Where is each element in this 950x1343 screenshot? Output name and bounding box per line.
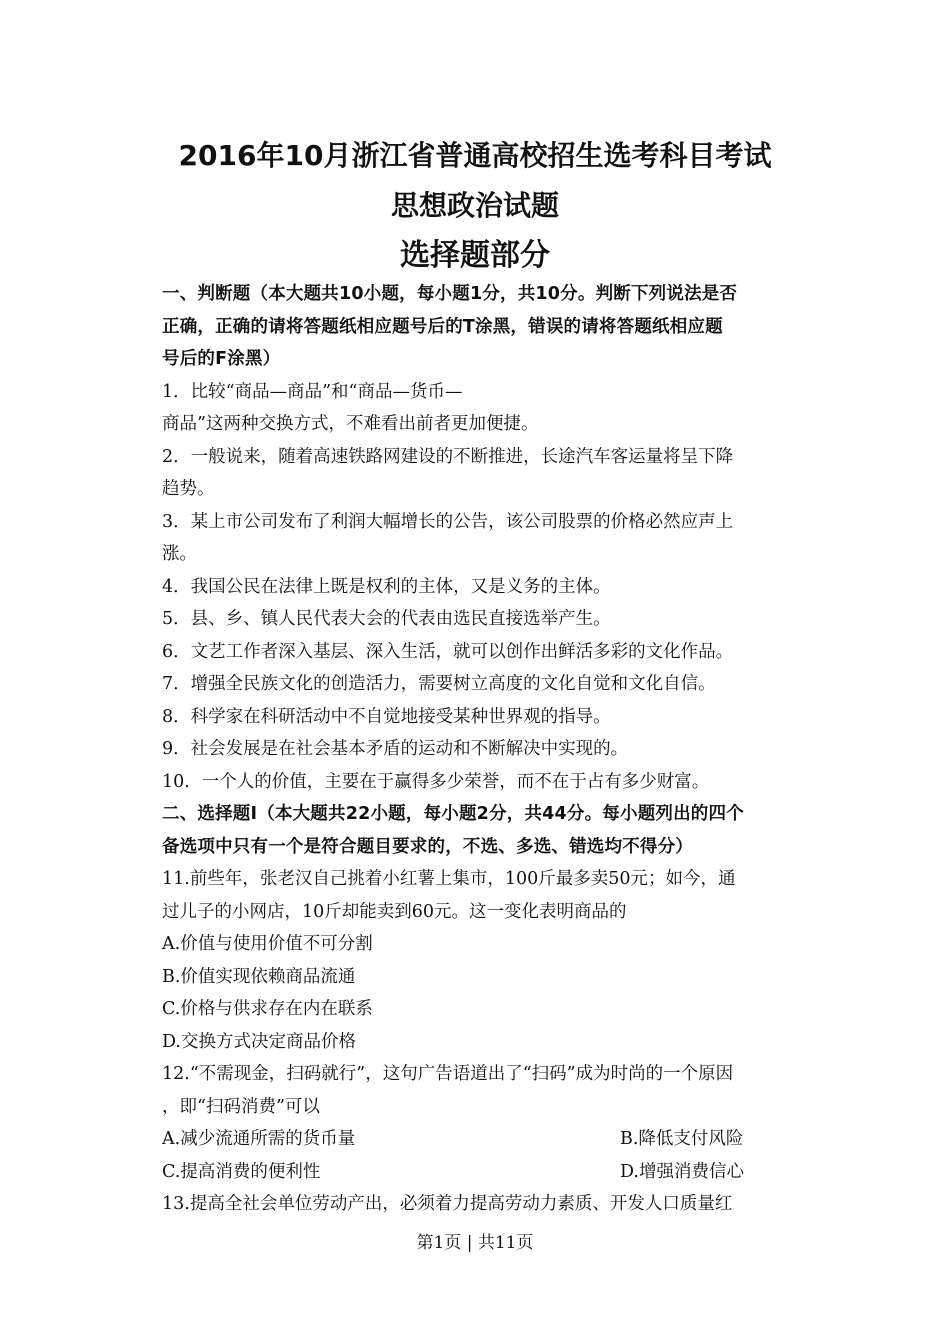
judgement-item-2: 2．一般说来，随着高速铁路网建设的不断推进，长途汽车客运量将呈下降 bbox=[162, 446, 734, 467]
question-12-option-a: A.减少流通所需的货币量 bbox=[162, 1129, 356, 1149]
exam-title: 2016年10月浙江省普通高校招生选考科目考试 bbox=[178, 139, 772, 172]
question-12-stem: ，即“扫码消费”可以 bbox=[162, 1096, 320, 1117]
subject-title: 思想政治试题 bbox=[390, 189, 559, 222]
question-13-stem: 13.提高全社会单位劳动产出，必须着力提高劳动力素质、开发人口质量红 bbox=[162, 1194, 733, 1214]
question-11-option-d: D.交换方式决定商品价格 bbox=[162, 1031, 356, 1052]
judgement-item-7: 7．增强全民族文化的创造活力，需要树立高度的文化自觉和文化自信。 bbox=[162, 674, 716, 694]
judgement-item-10: 10．一个人的价值，主要在于赢得多少荣誉，而不在于占有多少财富。 bbox=[162, 771, 710, 792]
judgement-item-3: 3．某上市公司发布了利润大幅增长的公告，该公司股票的价格必然应声上 bbox=[162, 511, 734, 532]
question-11-stem: 过儿子的小网店，10斤却能卖到60元。这一变化表明商品的 bbox=[162, 901, 627, 922]
judgement-item-5: 5．县、乡、镇人民代表大会的代表由选民直接选举产生。 bbox=[162, 609, 611, 629]
judgement-item-4: 4．我国公民在法律上既是权利的主体，又是义务的主体。 bbox=[162, 576, 611, 597]
part-title: 选择题部分 bbox=[400, 238, 550, 273]
question-12-options-row bbox=[162, 1123, 794, 1156]
judgement-item-9: 9．社会发展是在社会基本矛盾的运动和不断解决中实现的。 bbox=[162, 739, 629, 759]
page-number: 第1页 | 共11页 bbox=[416, 1233, 534, 1253]
question-12-options-row bbox=[162, 1156, 794, 1189]
question-12-option-c: C.提高消费的便利性 bbox=[162, 1161, 321, 1182]
judgement-item-3: 涨。 bbox=[162, 544, 197, 564]
section1-heading: 号后的F涂黑） bbox=[162, 349, 281, 369]
question-body bbox=[162, 278, 794, 1221]
judgement-item-1: 商品”这两种交换方式，不难看出前者更加便捷。 bbox=[162, 414, 539, 434]
section2-heading: 备选项中只有一个是符合题目要求的，不选、多选、错选均不得分） bbox=[162, 836, 693, 857]
judgement-item-1: 1．比较“商品—商品”和“商品—货币— bbox=[162, 381, 463, 402]
question-11-option-a: A.价值与使用价值不可分割 bbox=[162, 934, 373, 954]
question-11-stem: 11.前些年，张老汉自己挑着小红薯上集市，100斤最多卖50元；如今，通 bbox=[162, 869, 736, 889]
judgement-item-8: 8．科学家在科研活动中不自觉地接受某种世界观的指导。 bbox=[162, 706, 611, 727]
section2-heading: 二、选择题I（本大题共22小题，每小题2分，共44分。每小题列出的四个 bbox=[162, 804, 744, 824]
question-12-option-b: B.降低支付风险 bbox=[620, 1129, 744, 1149]
judgement-item-2: 趋势。 bbox=[162, 479, 215, 499]
question-12-option-d: D.增强消费信心 bbox=[620, 1161, 744, 1182]
section1-heading: 一、判断题（本大题共10小题，每小题1分，共10分。判断下列说法是否 bbox=[162, 284, 738, 304]
question-11-option-c: C.价格与供求存在内在联系 bbox=[162, 999, 373, 1019]
question-12-stem: 12.“不需现金，扫码就行”，这句广告语道出了“扫码”成为时尚的一个原因 bbox=[162, 1064, 734, 1084]
question-11-option-b: B.价值实现依赖商品流通 bbox=[162, 966, 356, 987]
judgement-item-6: 6．文艺工作者深入基层、深入生活，就可以创作出鲜活多彩的文化作品。 bbox=[162, 641, 734, 662]
section1-heading: 正确，正确的请将答题纸相应题号后的T涂黑，错误的请将答题纸相应题 bbox=[162, 316, 723, 337]
